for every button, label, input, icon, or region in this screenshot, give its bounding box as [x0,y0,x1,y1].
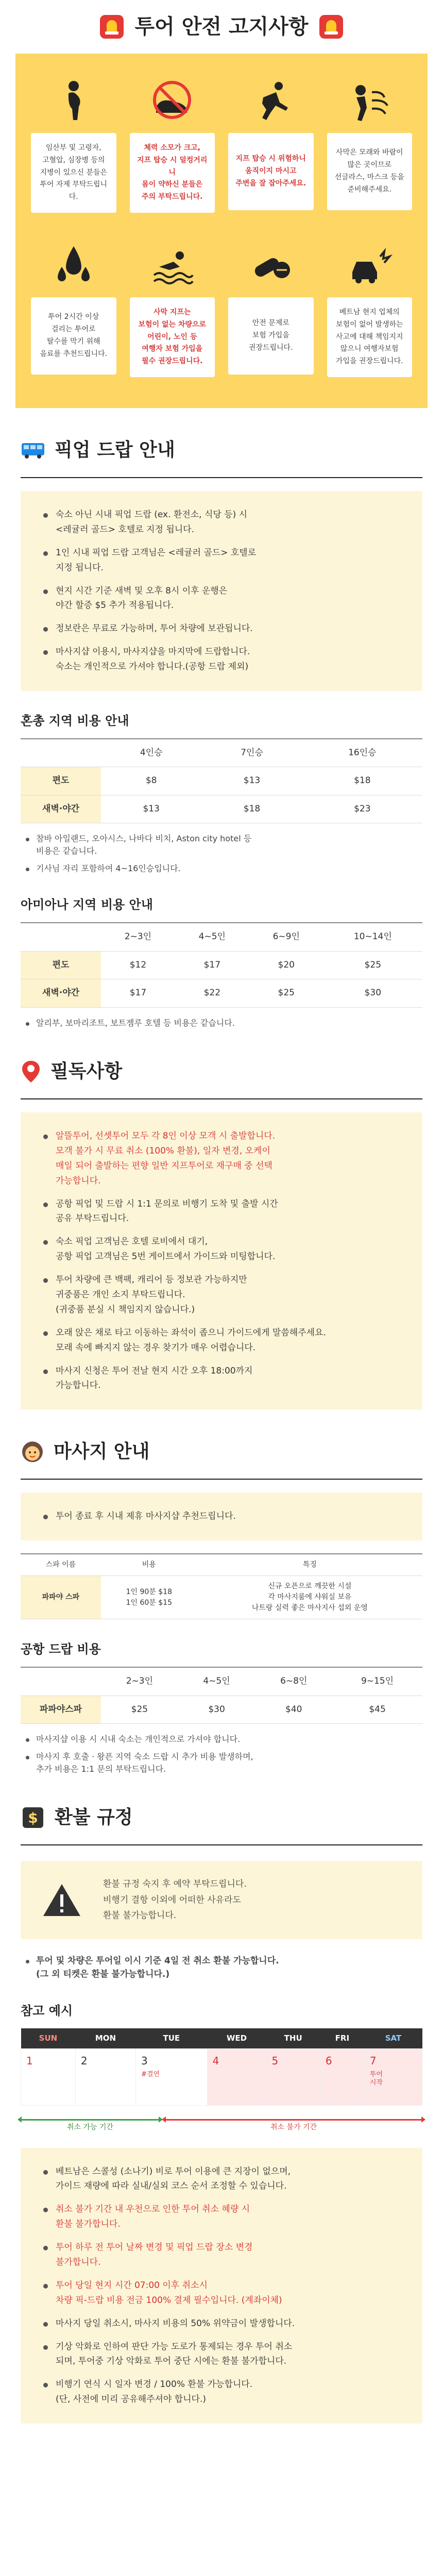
calendar-period-bar [21,2112,422,2132]
column-header: 스파 이름 [21,1554,101,1576]
safety-card [130,74,215,213]
price-cell: $22 [175,979,249,1008]
spa-cost: 1인 90분 $18 1인 60분 $15 [101,1576,197,1619]
safety-card-text: 베트남 현지 업체의 보험이 없어 발생하는 사고에 대해 책임지지 않으니 여행자보험 가입을 권장드립니다. [327,297,413,377]
calendar-day-header: SUN [21,2028,76,2048]
pickup-section-header [21,436,422,464]
pickup-title: 픽업 드랍 안내 [55,439,175,461]
divider [21,1844,422,1845]
safety-card [228,239,314,377]
city-fee-notes [21,833,422,875]
calendar-date: 5 [271,2054,279,2067]
column-header: 10~14인 [323,923,422,951]
amanoi-fee-table [21,922,422,1008]
calendar-day-header: MON [75,2028,135,2048]
notice-title: 필독사항 [50,1060,123,1082]
price-cell: $18 [302,767,422,795]
calendar-date: 1 [26,2054,33,2067]
refund-warning-text: 환불 규정 숙지 후 예약 부탁드립니다. 비행기 결항 이외에 어떠한 사유라도 환불 불가능합니다. [103,1879,247,1921]
medicine-icon [228,239,314,290]
list-item: 투어 차량에 큰 백팩, 캐리어 등 정보관 가능하지만 귀중품은 개인 소지 부탁드립니다. (귀중품 분실 시 책임지지 않습니다.) [41,1273,402,1317]
list-item: 마사지 당일 취소시, 마사지 비용의 50% 위약금이 발생합니다. [41,2316,402,2331]
amanoi-fee-notes [21,1017,422,1029]
divider [21,1098,422,1099]
price-cell: $17 [175,951,249,979]
price-cell: $18 [201,795,302,823]
calendar-cell [207,2048,266,2105]
warning-icon [41,1882,82,1918]
column-header: 6~9인 [249,923,323,951]
column-header: 비용 [101,1554,197,1576]
note-item: 기사님 자리 포함하여 4~16인승입니다. [24,862,422,875]
safety-row [31,239,412,377]
safety-card [130,239,215,377]
pin-icon [21,1060,41,1083]
safety-notice-box [15,54,428,408]
safety-title: 투어 안전 고지사항 [134,15,309,39]
safety-card-text: 임산부 및 고령자, 고혈압, 심장병 등의 지병이 있으신 분들은 투어 자제 부탁드립니다. [31,133,116,213]
price-cell: $25 [323,951,422,979]
price-cell: $23 [302,795,422,823]
car-crash-icon [327,239,413,290]
calendar-day-header: SAT [364,2028,422,2048]
row-label: 새벽·야간 [21,979,101,1008]
safety-card-text: 체력 소모가 크고, 지프 탑승 시 덜컹거리니 몸이 약하신 분들은 주의 부탁드립니다. [130,133,215,213]
notice-section-header [21,1058,422,1086]
list-item: 마사지 신청은 투어 전날 현지 시간 오후 18:00까지 가능합니다. [41,1364,402,1394]
cancel-ok-arrow [21,2119,160,2121]
calendar-date: 7 [369,2054,377,2067]
list-item: 오래 앉은 채로 타고 이동하는 좌석이 좁으니 가이드에게 말씀해주세요. 모래 속에 빠지지 않는 경우 찾기가 매우 어렵습니다. [41,1326,402,1355]
column-header: 4~5인 [178,1667,255,1696]
list-item: 투어 하루 전 투어 날짜 변경 및 픽업 드랍 장소 변경 불가합니다. [41,2240,402,2270]
sandstorm-icon [327,74,413,126]
bus-icon [21,441,45,460]
column-header: 9~15인 [332,1667,422,1696]
refund-title: 환불 규정 [55,1807,133,1828]
safety-row [31,74,412,213]
calendar-event: #결연 [141,2070,160,2078]
divider [21,1479,422,1480]
column-header: 4인승 [101,739,201,767]
note-item: 마사지샵 이용 시 시내 숙소는 개인적으로 가셔야 합니다. [24,1733,422,1745]
list-item: 취소 불가 기간 내 우천으로 인한 투어 취소 혜량 시 환불 불가합니다. [41,2202,402,2232]
swimmer-icon [130,239,215,290]
column-header [21,923,101,951]
calendar-day-header: FRI [320,2028,364,2048]
refund-calendar [21,2028,422,2106]
row-label: 편도 [21,951,101,979]
spa-name: 파파야 스파 [21,1576,101,1619]
dollar-box-icon [21,1805,45,1830]
pickup-info-box [21,491,422,691]
cancel-no-arrow [165,2119,422,2121]
calendar-day-header: THU [266,2028,320,2048]
calendar-date: 6 [325,2054,332,2067]
safety-card-text: 사막 지프는 보험이 없는 차량으로 어린이, 노인 등 여행자 보험 가입을 필수 권장드립니다. [130,297,215,377]
cancel-no-label: 취소 불가 기간 [270,2123,317,2131]
price-cell: $12 [101,951,175,979]
no-sneakers-icon [130,74,215,126]
calendar-day-header: WED [207,2028,266,2048]
city-fee-title: 혼총 지역 비용 안내 [21,713,129,728]
table-row [21,767,422,795]
massage-section-header [21,1438,422,1466]
safety-card-text: 투어 2시간 이상 걸리는 투어로 탈수를 막기 위해 음료를 추천드립니다. [31,297,116,375]
water-drops-icon [31,239,116,290]
column-header [21,739,101,767]
refund-item: 투어 및 차량은 투어일 이시 기준 4일 전 취소 환불 가능합니다. (그 외 티켓은 환불 불가능합니다.) [24,1955,422,1981]
safety-card-text: 지프 탑승 시 위험하니 움직이지 마시고 주변을 잘 잡아주세요. [228,133,314,210]
list-item: 숙소 아닌 시내 픽업 드랍 (ex. 환전소, 식당 등) 시 <레귤러 골드> 호텔로 지정 됩니다. [41,507,402,537]
table-row [21,1696,422,1724]
calendar-cell [364,2048,422,2105]
list-item: 현지 시간 기준 새벽 및 오후 8시 이후 운행은 야간 할증 $5 추가 적용됩니다. [41,584,402,614]
calendar-cell [320,2048,364,2105]
safety-card-text: 안전 문제로 보험 가입을 권장드립니다. [228,297,314,375]
safety-header [0,0,443,54]
pregnant-woman-icon [31,74,116,126]
table-row [21,979,422,1008]
list-item: 공항 픽업 및 드랍 시 1:1 문의로 비행기 도착 및 출발 시간 공유 부탁드립니다. [41,1197,402,1227]
siren-icon [319,15,343,39]
calendar-cell [136,2048,208,2105]
table-row [21,1576,422,1619]
cancel-ok-label: 취소 가능 기간 [66,2123,114,2131]
calendar-cell [75,2048,135,2105]
price-cell: $45 [332,1696,422,1724]
refund-rules-box [21,2148,422,2424]
airport-fee-table [21,1667,422,1724]
row-label: 새벽·야간 [21,795,101,823]
list-item: 1인 시내 픽업 드랍 고객님은 <레귤러 골드> 호텔로 지정 됩니다. [41,546,402,575]
price-cell: $8 [101,767,201,795]
calendar-cell [21,2048,76,2105]
safety-card [31,74,116,213]
list-item: 투어 당일 현지 시간 07:00 이후 취소시 차량 픽-드랍 비용 전금 100% 결제 필수입니다. (계좌이체) [41,2278,402,2308]
column-header: 16인승 [302,739,422,767]
massage-info-box [21,1493,422,1540]
column-header: 7인승 [201,739,302,767]
woman-face-icon [21,1440,44,1464]
table-row [21,951,422,979]
calendar-cell [266,2048,320,2105]
falling-person-icon [228,74,314,126]
svg-text:$: $ [28,1809,38,1827]
price-cell: $40 [255,1696,332,1724]
safety-card [228,74,314,213]
safety-card-text: 사막은 모래와 바람이 많은 곳이므로 선글라스, 마스크 등을 준비해주세요. [327,133,413,210]
calendar-date: 3 [141,2054,148,2067]
amanoi-fee-title: 아미아나 지역 비용 안내 [21,897,153,912]
safety-card [327,239,413,377]
list-item: 숙소 픽업 고객님은 호텔 로비에서 대기, 공항 픽업 고객님은 5번 게이트에서 가이드와 미팅합니다. [41,1234,402,1264]
price-cell: $13 [101,795,201,823]
list-item: 기상 악화로 인하여 판단 가능 도로가 통제되는 경우 투어 취소 되며, 투어중 기상 악화로 투어 중단 시에는 환불 불가합니다. [41,2340,402,2369]
calendar-day-header: TUE [136,2028,208,2048]
refund-items [21,1955,422,1981]
price-cell: $25 [249,979,323,1008]
spa-feature: 신규 오픈으로 깨끗한 시설 각 마사지룸에 샤워실 보유 나트랑 실력 좋은 마사지사 섭외 운영 [197,1576,422,1619]
note-item: 알리부, 보마리조트, 보트젬루 호텔 등 비용은 같습니다. [24,1017,422,1029]
divider [21,477,422,478]
price-cell: $20 [249,951,323,979]
price-cell: $17 [101,979,175,1008]
list-item: 마사지샵 이용시, 마사지샵을 마지막에 드랍합니다. 숙소는 개인적으로 가셔야 합니다.(공항 드랍 제외) [41,645,402,674]
calendar-date: 2 [80,2054,88,2067]
price-cell: $30 [178,1696,255,1724]
list-item: 비행기 연식 시 일자 변경 / 100% 환불 가능합니다. (단, 사전에 미리 공유해주셔야 합니다.) [41,2377,402,2407]
row-label: 편도 [21,767,101,795]
list-item: 정보란은 무료로 가능하며, 투어 차량에 보관됩니다. [41,621,402,636]
airport-fee-title: 공항 드랍 비용 [21,1642,101,1657]
column-header: 특징 [197,1554,422,1576]
note-item: 참바 아일랜드, 오아시스, 나바다 비치, Aston city hotel 등 비용은 같습니다. [24,833,422,857]
price-cell: $30 [323,979,422,1008]
calendar-title: 참고 예시 [21,2004,73,2019]
list-item: 베트남은 스콜성 (소나기) 비로 투어 이용에 큰 지장이 없으며, 가이드 재량에 따라 실내/실외 코스 순서 조정할 수 있습니다. [41,2164,402,2194]
list-item: 투어 종료 후 시내 제휴 마사지샵 추천드립니다. [41,1509,402,1524]
price-cell: $13 [201,767,302,795]
row-label: 파파야스파 [21,1696,101,1724]
list-item: 알뜰투어, 선셋투어 모두 각 8인 이상 모객 시 출발합니다. 모객 불가 시 무료 취소 (100% 환불), 일자 변경, 오케이 매일 되어 출발하는 편향 일반 지프투어로 재구매 중 선택 가능합니다. [41,1129,402,1189]
note-item: 마사지 후 호출 · 왕픈 지역 숙소 드랍 시 추가 비용 발생하며, 추가 비용은 1:1 문의 부탁드립니다. [24,1751,422,1775]
column-header: 4~5인 [175,923,249,951]
refund-warning-box [21,1861,422,1939]
city-fee-table [21,738,422,824]
refund-section-header [21,1804,422,1832]
column-header: 2~3인 [101,923,175,951]
spa-table [21,1553,422,1619]
calendar-date: 4 [212,2054,219,2067]
price-cell: $25 [101,1696,178,1724]
massage-notes [21,1733,422,1775]
massage-title: 마사지 안내 [54,1441,150,1463]
calendar-event: 투어 시작 [369,2070,383,2087]
table-row [21,795,422,823]
siren-icon [100,15,124,39]
safety-card [327,74,413,213]
safety-card [31,239,116,377]
column-header: 6~8인 [255,1667,332,1696]
column-header: 2~3인 [101,1667,178,1696]
column-header [21,1667,101,1696]
notice-box [21,1112,422,1410]
